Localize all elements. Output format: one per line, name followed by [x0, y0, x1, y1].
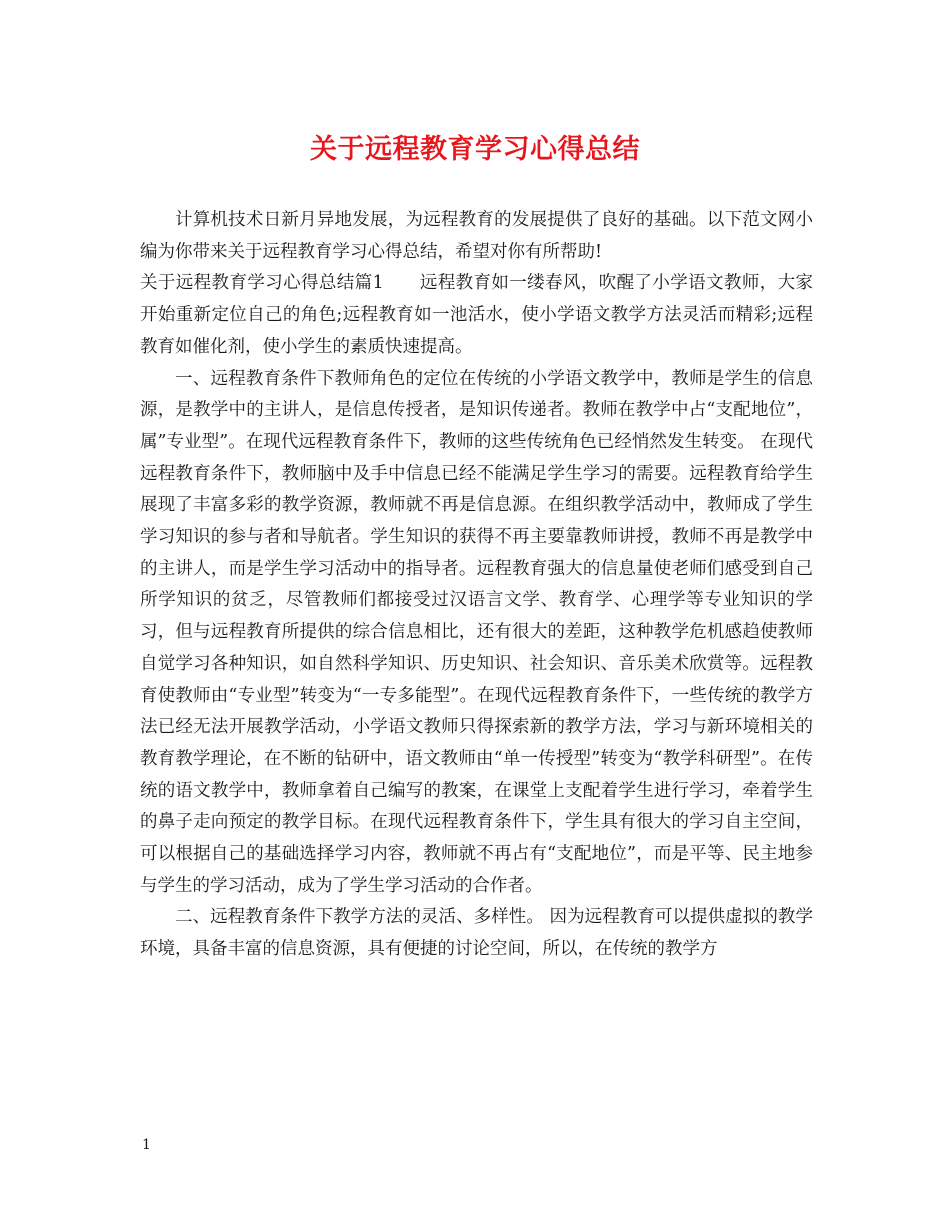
- paragraph-teaching-methods: 二、远程教育条件下教学方法的灵活、多样性。 因为远程教育可以提供虚拟的教学环境，具备丰富的信息资源，具有便捷的讨论空间，所以，在传统的教学方: [140, 907, 813, 960]
- paragraph-intro: 计算机技术日新月异地发展，为远程教育的发展提供了良好的基础。以下范文网小编为你带来关于远程教育学习心得总结，希望对你有所帮助!: [140, 210, 813, 262]
- paragraph-section-1: 关于远程教育学习心得总结篇1 远程教育如一缕春风，吹醒了小学语文教师，大家开始重新定位自己的角色;远程教育如一池活水，使小学语文教学方法灵活而精彩;远程教育如催化剂，使小学生的素质快速提高。: [140, 273, 813, 357]
- document-title: 关于远程教育学习心得总结: [310, 134, 640, 165]
- paragraph-teacher-role: 一、远程教育条件下教师角色的定位在传统的小学语文教学中，教师是学生的信息源，是教学中的主讲人，是信息传授者，是知识传递者。教师在教学中占“支配地位”，属”专业型”。在现代远程教育条件下，教师的这些传统角色已经悄然发生转变。 在现代远程教育条件下，教师脑中及手中信息已经不能满足学生学习的需要。远程教育给学生展现了丰富多彩的教学资源，教师就不再是信息源。在组织教学活动中，教师成了学生学习知识的参与者和导航者。学生知识的获得不再主要靠教师讲授，教师不再是教学中的主讲人，而是学生学习活动中的指导者。远程教育强大的信息量使老师们感受到自己所学知识的贫乏，尽管教师们都接受过汉语言文学、教育学、心理学等专业知识的学习，但与远程教育所提供的综合信息相比，还有很大的差距，这种教学危机感趋使教师自觉学习各种知识，如自然科学知识、历史知识、社会知识、音乐美术欣赏等。远程教育使教师由“专业型”转变为“一专多能型”。在现代远程教育条件下，一些传统的教学方法已经无法开展教学活动，小学语文教师只得探索新的教学方法，学习与新环境相关的教育教学理论，在不断的钻研中，语文教师由“单一传授型”转变为“教学科研型”。在传统的语文教学中，教师拿着自己编写的教案，在课堂上支配着学生进行学习，牵着学生的鼻子走向预定的教学目标。在现代远程教育条件下，学生具有很大的学习自主空间，可以根据自己的基础选择学习内容，教师就不再占有“支配地位”，而是平等、民主地参与学生的学习活动，成为了学生学习活动的合作者。: [140, 368, 813, 896]
- document-body: [140, 205, 813, 966]
- page-number: 1: [142, 1137, 151, 1153]
